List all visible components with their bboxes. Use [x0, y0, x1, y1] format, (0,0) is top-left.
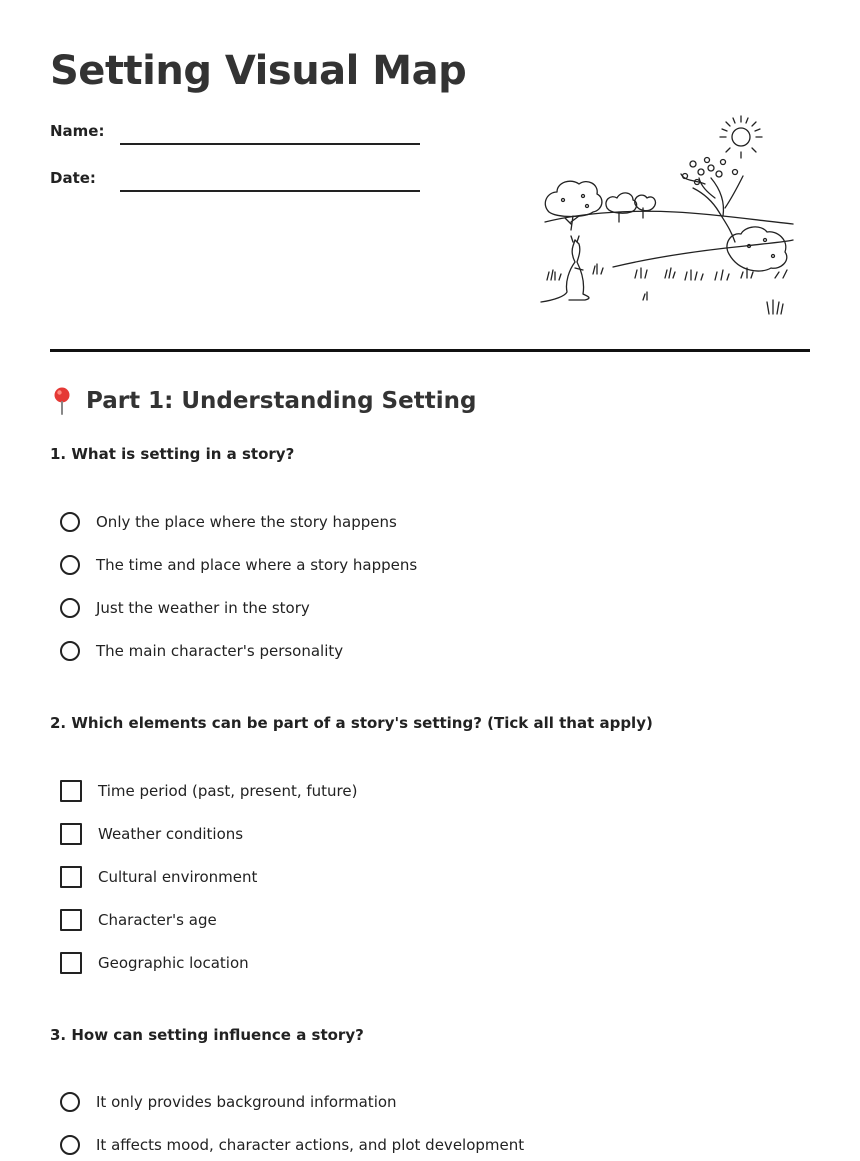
date-field[interactable] — [120, 190, 420, 192]
section-divider — [50, 349, 810, 352]
option-label: Character's age — [98, 911, 217, 929]
checkbox[interactable] — [60, 866, 82, 888]
name-label: Name: — [50, 122, 105, 140]
radio-button[interactable] — [60, 1135, 80, 1155]
name-field[interactable] — [120, 143, 420, 145]
radio-button[interactable] — [60, 555, 80, 575]
option-label: Just the weather in the story — [96, 599, 310, 617]
kangaroo-icon — [541, 236, 589, 302]
option-label: The time and place where a story happens — [96, 556, 418, 574]
q1-option-4[interactable] — [60, 639, 343, 663]
bush-icon — [545, 181, 655, 230]
option-label: The main character's personality — [96, 642, 344, 660]
radio-button[interactable] — [60, 598, 80, 618]
worksheet-title: Setting Visual Map — [50, 48, 467, 94]
checkbox[interactable] — [60, 780, 82, 802]
q3-option-1[interactable] — [60, 1090, 397, 1114]
q2-option-2[interactable] — [60, 822, 243, 846]
q2-option-5[interactable] — [60, 951, 249, 975]
part1-title — [50, 386, 476, 416]
checkbox[interactable] — [60, 823, 82, 845]
question-3: 3. How can setting influence a story? — [50, 1026, 364, 1044]
pin-icon — [50, 386, 74, 416]
tree-icon — [681, 158, 743, 243]
q2-option-4[interactable] — [60, 908, 217, 932]
date-label: Date: — [50, 169, 96, 187]
option-label: Weather conditions — [98, 825, 244, 843]
option-label: It only provides background information — [96, 1093, 397, 1111]
radio-button[interactable] — [60, 512, 80, 532]
sun-icon — [720, 116, 762, 158]
option-label: Geographic location — [98, 954, 249, 972]
q2-option-1[interactable] — [60, 779, 357, 803]
checkbox[interactable] — [60, 909, 82, 931]
option-label: Time period (past, present, future) — [98, 782, 358, 800]
checkbox[interactable] — [60, 952, 82, 974]
q3-option-2[interactable] — [60, 1133, 524, 1157]
question-2: 2. Which elements can be part of a story's setting? (Tick all that apply) — [50, 714, 653, 732]
question-1: 1. What is setting in a story? — [50, 445, 295, 463]
outback-illustration — [535, 112, 805, 322]
radio-button[interactable] — [60, 1092, 80, 1112]
q2-option-3[interactable] — [60, 865, 257, 889]
option-label: Cultural environment — [98, 868, 258, 886]
part1-title-text: Part 1: Understanding Setting — [86, 388, 477, 414]
option-label: Only the place where the story happens — [96, 513, 397, 531]
q1-option-3[interactable] — [60, 596, 310, 620]
radio-button[interactable] — [60, 641, 80, 661]
q1-option-2[interactable] — [60, 553, 417, 577]
q1-option-1[interactable] — [60, 510, 397, 534]
option-label: It affects mood, character actions, and plot development — [96, 1136, 525, 1154]
